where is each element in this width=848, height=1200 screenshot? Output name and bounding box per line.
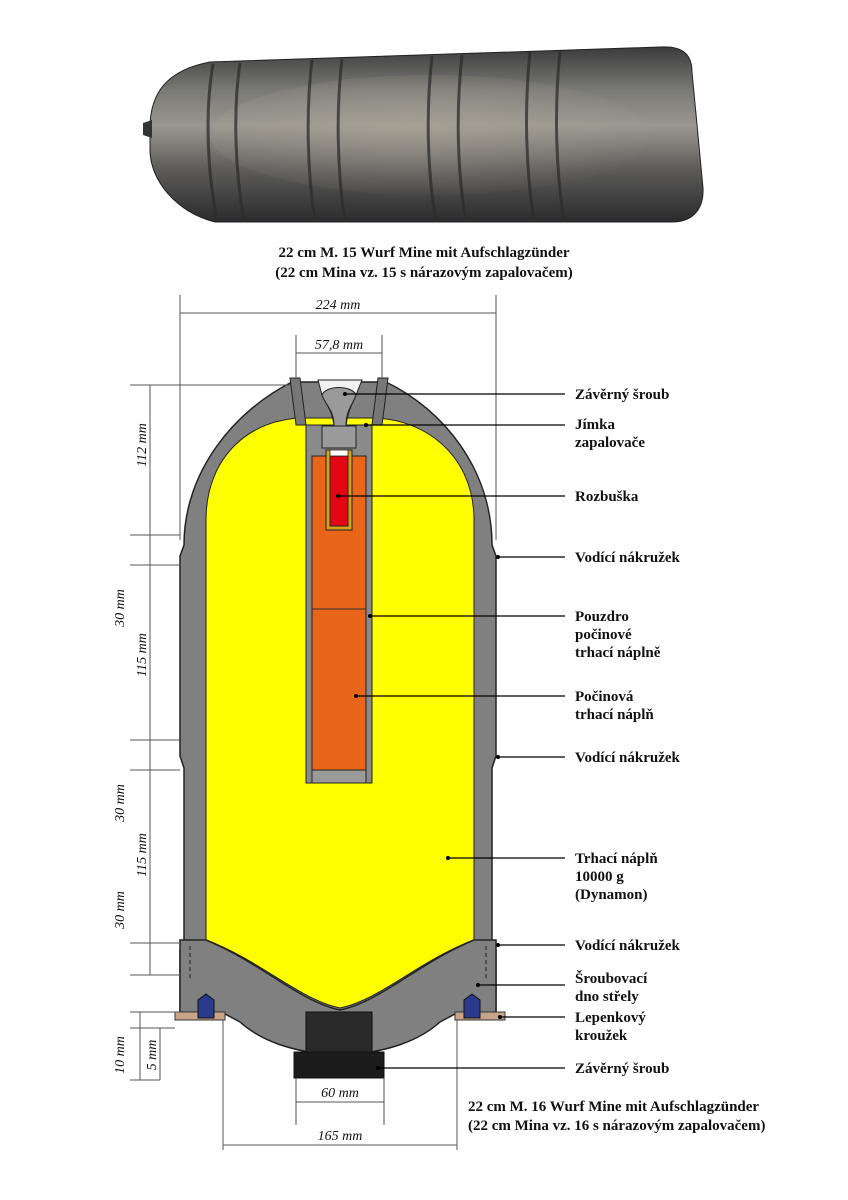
label-detonator: Rozbuška [575,489,639,505]
photo-caption-line1: 22 cm M. 15 Wurf Mine mit Aufschlagzünder [278,245,570,261]
dim-band2: 30 mm [113,784,128,822]
dim-base-10: 10 mm [113,1036,128,1074]
label-charge-2: 10000 g [575,869,624,885]
dim-band3: 30 mm [113,891,128,929]
dim-section2: 115 mm [135,833,150,877]
label-case-3: trhací náplně [575,645,661,661]
label-band-2: Vodící nákružek [575,750,680,766]
mine-photo [143,47,703,222]
label-band-1: Vodící nákružek [575,550,680,566]
label-booster-2: trhací náplň [575,707,654,723]
dim-band1: 30 mm [113,589,128,627]
label-top-plug: Závěrný šroub [575,387,670,403]
base-plug [306,1012,372,1052]
base-plug-head [294,1052,384,1078]
dim-section1: 115 mm [135,633,150,677]
label-case-2: počinové [575,627,632,643]
part-labels [575,387,681,1077]
photo-caption-line2: (22 cm Mina vz. 15 s nárazovým zapalovačem) [275,265,573,281]
dim-fuze-well-width: 57,8 mm [314,338,364,353]
label-gasket-1: Lepenkový [575,1010,646,1026]
label-base-2: dno střely [575,989,639,1005]
dim-top-height: 112 mm [135,423,150,467]
diagram-caption-line2: (22 cm Mina vz. 16 s nárazovým zapalovačem) [468,1118,766,1134]
label-fuze-pocket-1: Jímka [575,417,616,433]
label-band-3: Vodící nákružek [575,938,680,954]
label-charge-3: (Dynamon) [575,887,648,903]
label-case-1: Pouzdro [575,609,629,625]
detonator [330,456,348,526]
dim-base-5: 5 mm [145,1039,160,1071]
label-charge-1: Trhací náplň [575,851,658,867]
dim-plug-width: 60 mm [321,1086,359,1101]
label-booster-1: Počinová [575,689,634,705]
label-base-plug: Závěrný šroub [575,1061,670,1077]
label-fuze-pocket-2: zapalovače [575,435,645,451]
label-base-1: Šroubovací [575,971,648,987]
dim-base-width: 165 mm [317,1129,363,1144]
mine-cross-section [175,378,505,1078]
label-gasket-2: kroužek [575,1028,628,1044]
diagram-caption-line1: 22 cm M. 16 Wurf Mine mit Aufschlagzünder [468,1099,760,1115]
dim-overall-width: 224 mm [315,298,361,313]
